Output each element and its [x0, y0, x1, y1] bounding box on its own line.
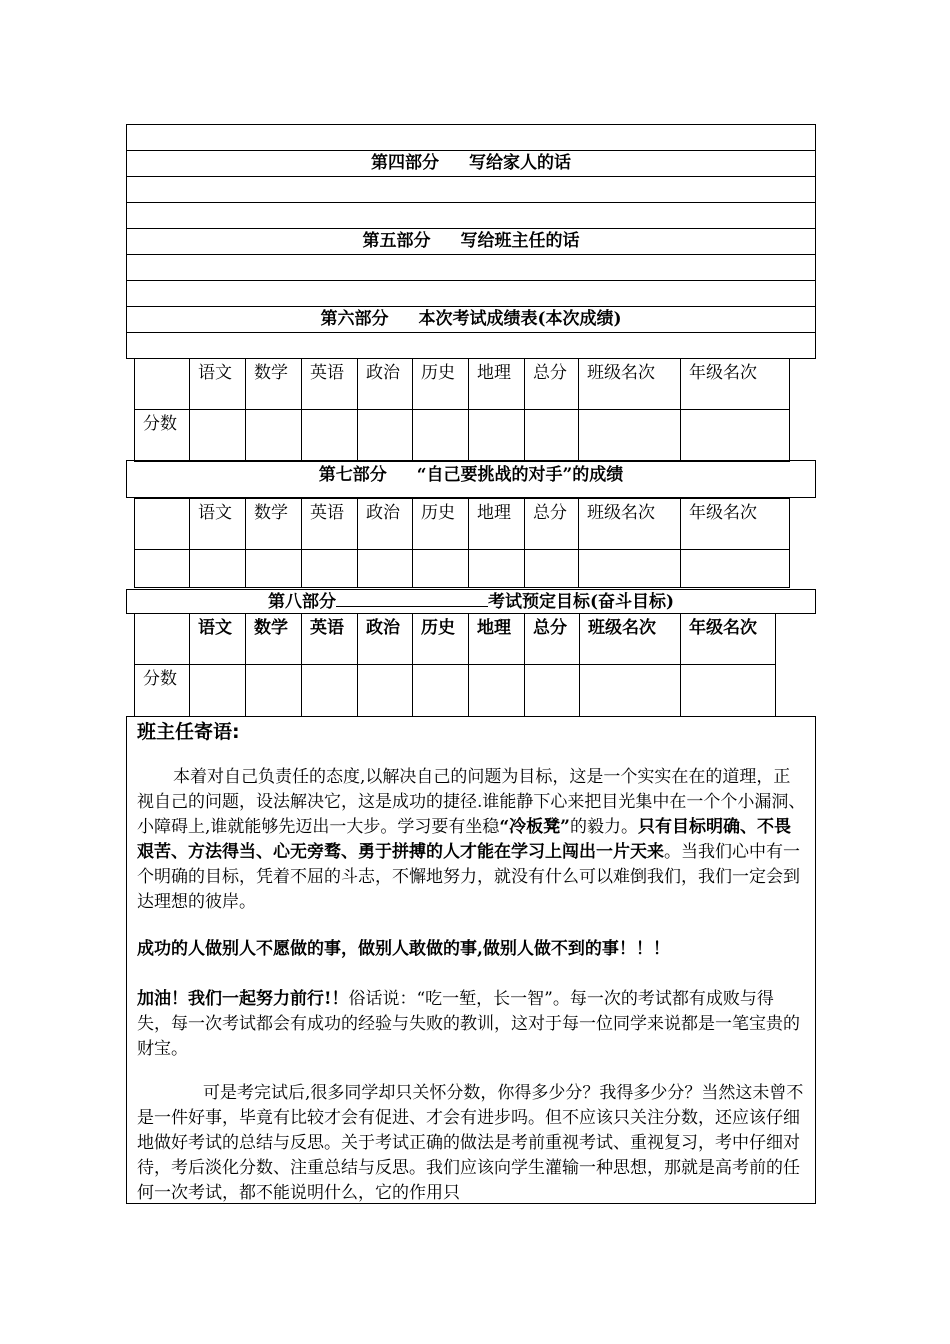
- header-cell: 总分: [525, 359, 579, 410]
- blank-row-4: [126, 254, 816, 281]
- p1-text-b: “冷板凳”: [499, 817, 570, 837]
- teacher-note-title: 班主任寄语:: [137, 721, 240, 743]
- target-blank-line[interactable]: [336, 590, 488, 607]
- part5-heading: [126, 228, 816, 255]
- header-cell: 年级名次: [681, 499, 790, 550]
- score-cell[interactable]: [358, 550, 413, 588]
- header-cell: 政治: [358, 359, 413, 410]
- header-cell: 英语: [302, 499, 358, 550]
- header-cell: 数学: [246, 614, 302, 665]
- header-cell: [135, 614, 190, 665]
- score-cell[interactable]: [579, 550, 681, 588]
- part6-label: 第六部分: [320, 309, 389, 329]
- score-cell[interactable]: [190, 410, 246, 462]
- note-paragraph-1: [137, 765, 807, 915]
- score-cell[interactable]: [302, 410, 358, 462]
- header-cell: 语文: [190, 614, 246, 665]
- header-cell: 班级名次: [580, 614, 681, 665]
- p3-text-b: 俗话说：“吃一堑，长一智”。每一次的考试都有成败与得失，每一次考试都会有成功的经验与失败的教训，这对于每一位同学来说都是一笔宝贵的财宝。: [137, 989, 800, 1059]
- score-cell[interactable]: [413, 410, 469, 462]
- part4-title: 写给家人的话: [469, 153, 571, 173]
- p1-text-e: 。当我们心中有一个明确的目标，凭着不屈的斗志，不懈地努力，就没有什么可以难倒我们，我们一定会到达理想的彼岸。: [137, 842, 800, 912]
- header-cell: 政治: [358, 614, 413, 665]
- score-cell[interactable]: [246, 550, 302, 588]
- score-cell[interactable]: [469, 410, 525, 462]
- part7-label: 第七部分: [318, 465, 387, 485]
- row-label: [135, 550, 190, 588]
- blank-row-5: [126, 280, 816, 307]
- header-cell: 总分: [525, 614, 580, 665]
- header-cell: 语文: [190, 359, 246, 410]
- p1-text-a: 本着对自己负责任的态度,以解决自己的问题为目标，这是一个实实在在的道理，正视自己的问题，设法解决它，这是成功的捷径.谁能静下心来把目光集中在一个个小漏洞、小障碍上,谁就能够先迈出一大步。学习要有坐稳: [137, 767, 806, 837]
- part6-title: 本次考试成绩表(本次成绩): [418, 309, 622, 329]
- score-cell[interactable]: [469, 665, 525, 717]
- note-paragraph-4: 可是考完试后,很多同学却只关怀分数，你得多少分？我得多少分？当然这未曾不是一件好事，毕竟有比较才会有促进、才会有进步吗。但不应该只关注分数，还应该仔细地做好考试的总结与反思。关于考试正确的做法是考前重视考试、重视复习，考中仔细对待，考后淡化分数、注重总结与反思。我们应该向学生灌输一种思想，那就是高考前的任何一次考试，都不能说明什么，它的作用只: [137, 1083, 804, 1203]
- header-cell: [135, 359, 190, 410]
- score-cell[interactable]: [525, 550, 579, 588]
- part6-heading: [126, 306, 816, 333]
- p3-text-a: 加油！我们一起努力前行!！: [137, 989, 349, 1009]
- score-cell[interactable]: [580, 665, 681, 717]
- part7-heading: [126, 460, 816, 498]
- score-cell[interactable]: [358, 410, 413, 462]
- note-paragraph-3: [137, 987, 807, 1062]
- header-cell: [135, 499, 190, 550]
- part4-heading: [126, 150, 816, 177]
- score-cell[interactable]: [302, 665, 358, 717]
- header-cell: 数学: [246, 359, 302, 410]
- header-cell: 班级名次: [579, 499, 681, 550]
- blank-row-3: [126, 202, 816, 229]
- note-paragraph-2: 成功的人做别人不愿做的事，做别人敢做的事,做别人做不到的事！！！: [137, 939, 670, 959]
- score-cell[interactable]: [246, 665, 302, 717]
- header-cell: 班级名次: [579, 359, 681, 410]
- header-cell: 历史: [413, 614, 469, 665]
- score-cell[interactable]: [246, 410, 302, 462]
- score-cell[interactable]: [190, 550, 246, 588]
- header-cell: 地理: [469, 359, 525, 410]
- header-cell: 地理: [469, 614, 525, 665]
- header-cell: 年级名次: [681, 614, 776, 665]
- score-table-current: [134, 358, 790, 462]
- score-cell[interactable]: [525, 665, 580, 717]
- score-cell[interactable]: [681, 550, 790, 588]
- row-label: 分数: [135, 410, 190, 462]
- part5-title: 写给班主任的话: [460, 231, 580, 251]
- teacher-note-box: [126, 716, 816, 1204]
- p1-text-c: 的毅力。: [569, 817, 638, 837]
- score-table-rival: [134, 498, 790, 588]
- blank-row-6: [126, 332, 816, 359]
- part7-title: “自己要挑战的对手”的成绩: [416, 465, 624, 485]
- header-cell: 英语: [302, 359, 358, 410]
- score-cell[interactable]: [579, 410, 681, 462]
- score-cell[interactable]: [525, 410, 579, 462]
- score-cell[interactable]: [681, 410, 790, 462]
- p1-text-d: 只有目标明确、不畏艰苦、方法得当、心无旁骛、勇于拼搏的人才能在学习上闯出一片天来: [137, 817, 791, 862]
- score-cell[interactable]: [681, 665, 776, 717]
- blank-row-2: [126, 176, 816, 203]
- blank-row-1: [126, 124, 816, 151]
- header-cell: 地理: [469, 499, 525, 550]
- part8-heading: [126, 589, 816, 614]
- header-cell: 年级名次: [681, 359, 790, 410]
- header-cell: 总分: [525, 499, 579, 550]
- part5-label: 第五部分: [362, 231, 431, 251]
- row-label: 分数: [135, 665, 190, 717]
- header-cell: 语文: [190, 499, 246, 550]
- score-cell[interactable]: [190, 665, 246, 717]
- part8-title: 考试预定目标(奋斗目标): [487, 592, 675, 612]
- score-cell[interactable]: [469, 550, 525, 588]
- header-cell: 数学: [246, 499, 302, 550]
- header-cell: 历史: [413, 359, 469, 410]
- header-cell: 政治: [358, 499, 413, 550]
- header-cell: 英语: [302, 614, 358, 665]
- score-table-target: [134, 613, 776, 717]
- part4-label: 第四部分: [371, 153, 439, 173]
- header-cell: 历史: [413, 499, 469, 550]
- part8-label: 第八部分: [267, 592, 336, 612]
- score-cell[interactable]: [302, 550, 358, 588]
- score-cell[interactable]: [358, 665, 413, 717]
- score-cell[interactable]: [413, 550, 469, 588]
- score-cell[interactable]: [413, 665, 469, 717]
